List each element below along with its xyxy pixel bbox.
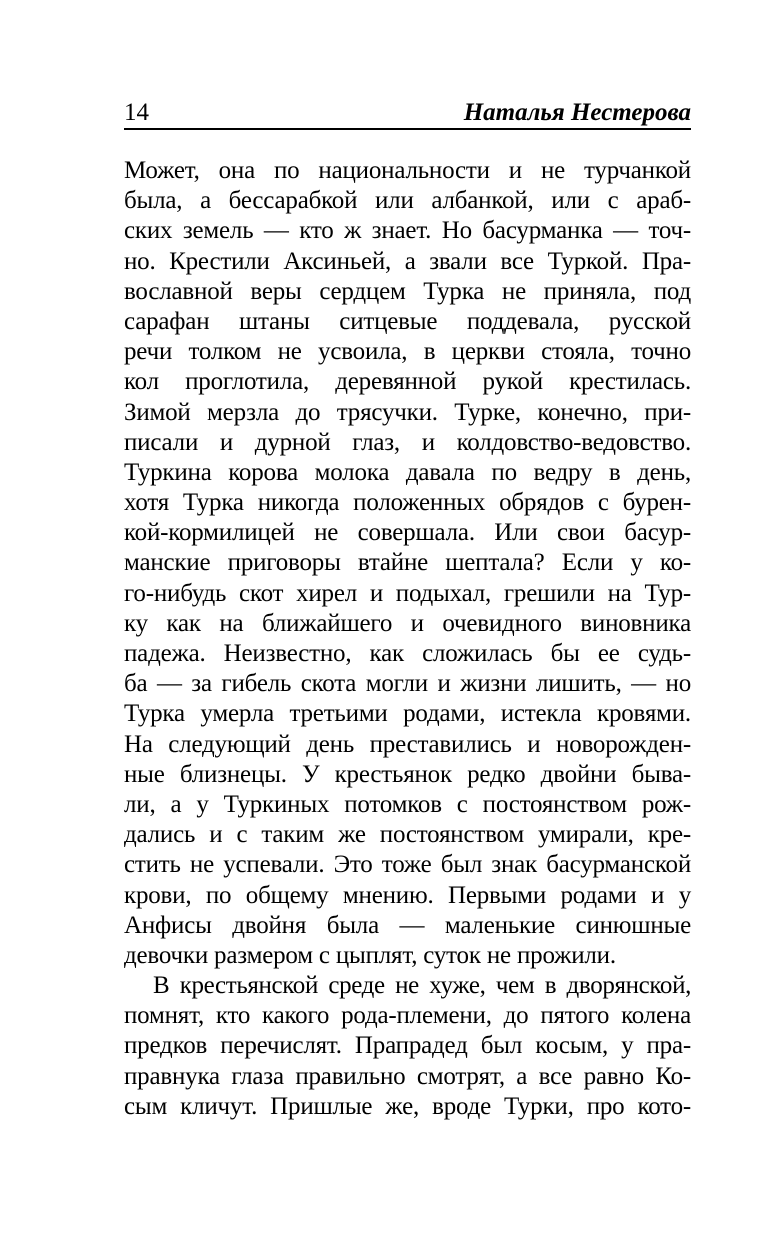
text-line: кой-кормилицей не совершала. Или свои басур-: [124, 519, 691, 547]
text-line: падежа. Неизвестно, как сложилась бы ее судь-: [124, 640, 691, 667]
text-line: правнука глаза правильно смотрят, а все равно Ко-: [124, 1062, 691, 1090]
text-line: писали и дурной глаз, и колдовство-ведовство.: [124, 428, 691, 456]
text-line: Зимой мерзла до трясучки. Турке, конечно, при-: [124, 398, 691, 426]
running-head-author: Наталья Нестерова: [463, 99, 691, 126]
text-line: Турка умерла третьими родами, истекла кровями.: [124, 700, 691, 728]
text-line: ских земель — кто ж знает. Но басурманка — точ-: [124, 217, 691, 245]
text-line: кол проглотила, деревянной рукой крестилась.: [124, 368, 691, 396]
text-line: Может, она по национальности и не турчанкой: [124, 157, 691, 184]
text-line: девочки размером с цыплят, суток не прожили.: [124, 941, 616, 969]
text-line: сым кличут. Пришлые же, вроде Турки, про кото-: [124, 1092, 691, 1120]
text-line: вославной веры сердцем Турка не приняла, под: [124, 277, 691, 305]
text-line: помнят, кто какого рода-племени, до пятого колена: [124, 1002, 691, 1030]
text-line: сарафан штаны ситцевые поддевала, русской: [124, 307, 691, 335]
text-line: манские приговоры втайне шептала? Если у ко-: [124, 549, 691, 577]
text-line: Туркина корова молока давала по ведру в день,: [124, 458, 691, 486]
text-line: ные близнецы. У крестьянок редко двойни быва-: [124, 760, 691, 788]
text-line: но. Крестили Аксиньей, а звали все Туркой. Пра-: [124, 247, 691, 275]
text-line: го-нибудь скот хирел и подыхал, грешили на Тур-: [124, 579, 691, 607]
page-number: 14: [124, 99, 149, 126]
text-line: В крестьянской среде не хуже, чем в дворянской,: [153, 972, 691, 1000]
text-line: ку как на ближайшего и очевидного виновника: [124, 609, 691, 637]
text-line: речи толком не усвоила, в церкви стояла, точно: [124, 338, 691, 366]
text-line: стить не успевали. Это тоже был знак басурманской: [124, 851, 691, 879]
text-line: предков перечислят. Прапрадед был косым, у пра-: [124, 1032, 691, 1060]
running-head: [124, 98, 691, 130]
book-page: [124, 98, 691, 1122]
text-line: На следующий день преставились и новорожден-: [124, 730, 691, 758]
text-line: дались и с таким же постоянством умирали, кре-: [124, 821, 691, 849]
text-line: ли, а у Туркиных потомков с постоянством рож-: [124, 790, 691, 818]
text-line: ба — за гибель скота могли и жизни лишить, — но: [124, 670, 691, 698]
text-line: хотя Турка никогда положенных обрядов с бурен-: [124, 489, 691, 517]
body-text: [124, 156, 691, 1122]
text-line: крови, по общему мнению. Первыми родами и у: [124, 881, 691, 909]
text-line: Анфисы двойня была — маленькие синюшные: [124, 911, 691, 939]
text-line: была, а бессарабкой или албанкой, или с араб-: [124, 187, 691, 215]
